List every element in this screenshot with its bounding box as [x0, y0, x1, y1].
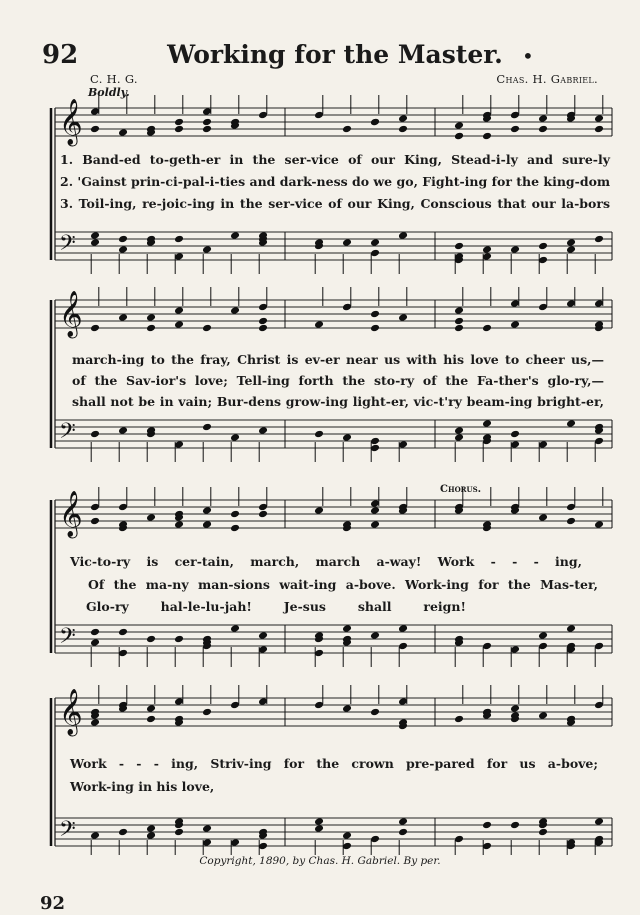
note-head — [174, 828, 184, 837]
tempo-marking: Boldly. — [88, 86, 130, 99]
note-head — [146, 704, 156, 713]
note-head — [90, 231, 100, 240]
note-head — [118, 426, 128, 435]
treble-staff — [55, 99, 612, 147]
note-head — [370, 631, 380, 640]
bottom-page-number: 92 — [40, 893, 66, 914]
note-head — [202, 423, 212, 432]
note-head — [566, 517, 576, 526]
note-head — [118, 628, 128, 637]
note-head — [230, 510, 240, 519]
note-head — [202, 506, 212, 515]
lyric-line: 3. Toil-ing, re-joic-ing in the ser-vice of our King, Conscious that our la-bors — [60, 196, 610, 211]
note-head — [398, 828, 408, 837]
note-head — [454, 715, 464, 724]
note-head — [202, 118, 212, 127]
note-head — [454, 242, 464, 251]
note-head — [90, 831, 100, 840]
lyric-line: Work-ing in his love, — [70, 779, 215, 794]
treble-clef-icon: 𝄞 — [59, 291, 83, 337]
note-head — [566, 238, 576, 247]
note-head — [454, 317, 464, 326]
note-head — [398, 114, 408, 123]
chorus-label: Chorus. — [440, 484, 482, 495]
note-head — [202, 324, 212, 333]
note-head — [146, 715, 156, 724]
bass-staff — [55, 624, 612, 654]
note-head — [174, 125, 184, 134]
treble-clef-icon: 𝄞 — [59, 689, 83, 735]
note-head — [90, 517, 100, 526]
note-head — [370, 708, 380, 717]
note-head — [230, 433, 240, 442]
note-head — [482, 324, 492, 333]
lyric-line: Work - - - ing, Striv-ing for the crown pre-pared for us a-bove; — [70, 756, 598, 771]
note-head — [314, 430, 324, 439]
note-head — [146, 513, 156, 522]
note-head — [510, 821, 520, 830]
note-head — [90, 324, 100, 333]
note-head — [594, 125, 604, 134]
note-head — [454, 132, 464, 141]
note-head — [454, 324, 464, 333]
note-head — [174, 235, 184, 244]
note-head — [90, 718, 100, 727]
note-head — [398, 231, 408, 240]
lyricist-credit: C. H. G. — [90, 72, 138, 86]
note-head — [370, 324, 380, 333]
note-head — [566, 419, 576, 428]
song-title: Working for the Master. — [167, 40, 503, 69]
note-head — [174, 306, 184, 315]
note-head — [230, 306, 240, 315]
note-head — [594, 520, 604, 529]
note-head — [510, 125, 520, 134]
note-head — [398, 624, 408, 633]
note-head — [146, 635, 156, 644]
note-head — [90, 125, 100, 134]
bass-clef-icon: 𝄢 — [59, 231, 76, 261]
note-head — [118, 128, 128, 137]
note-head — [454, 426, 464, 435]
note-head — [258, 510, 268, 519]
note-head — [118, 313, 128, 322]
note-head — [538, 125, 548, 134]
note-head — [174, 320, 184, 329]
note-head — [202, 824, 212, 833]
note-head — [566, 624, 576, 633]
note-head — [174, 520, 184, 529]
lyric-line: Vic-to-ry is cer-tain, march, march a-way! Work - - - ing, — [70, 554, 582, 569]
lyric-line: 2. 'Gainst prin-ci-pal-i-ties and dark-ness do we go, Fight-ing for the king-dom — [60, 174, 611, 189]
note-head — [538, 242, 548, 251]
note-head — [118, 235, 128, 244]
page-number: 92 — [42, 40, 79, 70]
note-head — [510, 430, 520, 439]
bass-staff — [55, 817, 612, 847]
bass-clef-icon: 𝄢 — [59, 624, 76, 654]
note-head — [118, 828, 128, 837]
treble-staff — [55, 689, 612, 737]
note-head — [202, 125, 212, 134]
note-head — [594, 817, 604, 826]
note-head — [90, 238, 100, 247]
note-head — [202, 245, 212, 254]
treble-staff — [55, 491, 612, 539]
note-head — [566, 245, 576, 254]
note-head — [314, 817, 324, 826]
note-head — [258, 317, 268, 326]
note-head — [118, 245, 128, 254]
note-head — [482, 419, 492, 428]
note-head — [146, 831, 156, 840]
bass-staff — [55, 419, 612, 449]
bass-staff — [55, 231, 612, 261]
note-head — [398, 125, 408, 134]
note-head — [230, 624, 240, 633]
bass-clef-icon: 𝄢 — [59, 419, 76, 449]
note-head — [314, 320, 324, 329]
note-head — [454, 121, 464, 130]
lyric-line: shall not be in vain; Bur-dens grow-ing light-er, vic-t'ry beam-ing bright-er, — [72, 394, 604, 409]
note-head — [342, 433, 352, 442]
ornament-dot: • — [522, 44, 534, 68]
note-head — [538, 828, 548, 837]
note-head — [202, 520, 212, 529]
copyright-notice: Copyright, 1890, by Chas. H. Gabriel. By per. — [199, 855, 441, 867]
note-head — [314, 506, 324, 515]
note-head — [482, 132, 492, 141]
note-head — [398, 817, 408, 826]
note-head — [482, 821, 492, 830]
note-head — [342, 624, 352, 633]
note-head — [594, 235, 604, 244]
note-head — [258, 324, 268, 333]
lyric-line: 1. Band-ed to-geth-er in the ser-vice of our King, Stead-i-ly and sure-ly — [60, 152, 610, 167]
note-head — [90, 628, 100, 637]
note-head — [510, 704, 520, 713]
note-head — [398, 313, 408, 322]
note-head — [454, 433, 464, 442]
note-head — [510, 245, 520, 254]
note-head — [370, 118, 380, 127]
composer-credit: Chas. H. Gabriel. — [496, 72, 598, 86]
lyric-line: march-ing to the fray, Christ is ev-er near us with his love to cheer us,— — [72, 352, 604, 367]
note-head — [370, 238, 380, 247]
lyric-line: Glo-ry hal-le-lu-jah! Je-sus shall reign! — [86, 599, 466, 614]
bass-clef-icon: 𝄢 — [59, 817, 76, 847]
note-head — [174, 118, 184, 127]
note-head — [370, 506, 380, 515]
treble-clef-icon: 𝄞 — [59, 99, 83, 145]
note-head — [314, 824, 324, 833]
note-head — [370, 310, 380, 319]
note-head — [258, 631, 268, 640]
lyric-line: of the Sav-ior's love; Tell-ing forth the sto-ry of the Fa-ther's glo-ry,— — [72, 373, 604, 388]
note-head — [258, 426, 268, 435]
note-head — [146, 313, 156, 322]
note-head — [230, 231, 240, 240]
note-head — [538, 631, 548, 640]
note-head — [594, 114, 604, 123]
note-head — [146, 324, 156, 333]
note-head — [482, 245, 492, 254]
note-head — [174, 635, 184, 644]
note-head — [538, 711, 548, 720]
note-head — [454, 306, 464, 315]
note-head — [342, 238, 352, 247]
note-head — [146, 824, 156, 833]
treble-staff — [55, 291, 612, 339]
note-head — [538, 513, 548, 522]
note-head — [538, 114, 548, 123]
note-head — [90, 430, 100, 439]
treble-clef-icon: 𝄞 — [59, 491, 83, 537]
lyric-line: Of the ma-ny man-sions wait-ing a-bove. Work-ing for the Mas-ter, — [88, 577, 598, 592]
note-head — [90, 638, 100, 647]
note-head — [370, 520, 380, 529]
note-head — [342, 704, 352, 713]
note-head — [202, 708, 212, 717]
note-head — [342, 125, 352, 134]
note-head — [342, 831, 352, 840]
note-head — [510, 320, 520, 329]
note-head — [230, 524, 240, 533]
